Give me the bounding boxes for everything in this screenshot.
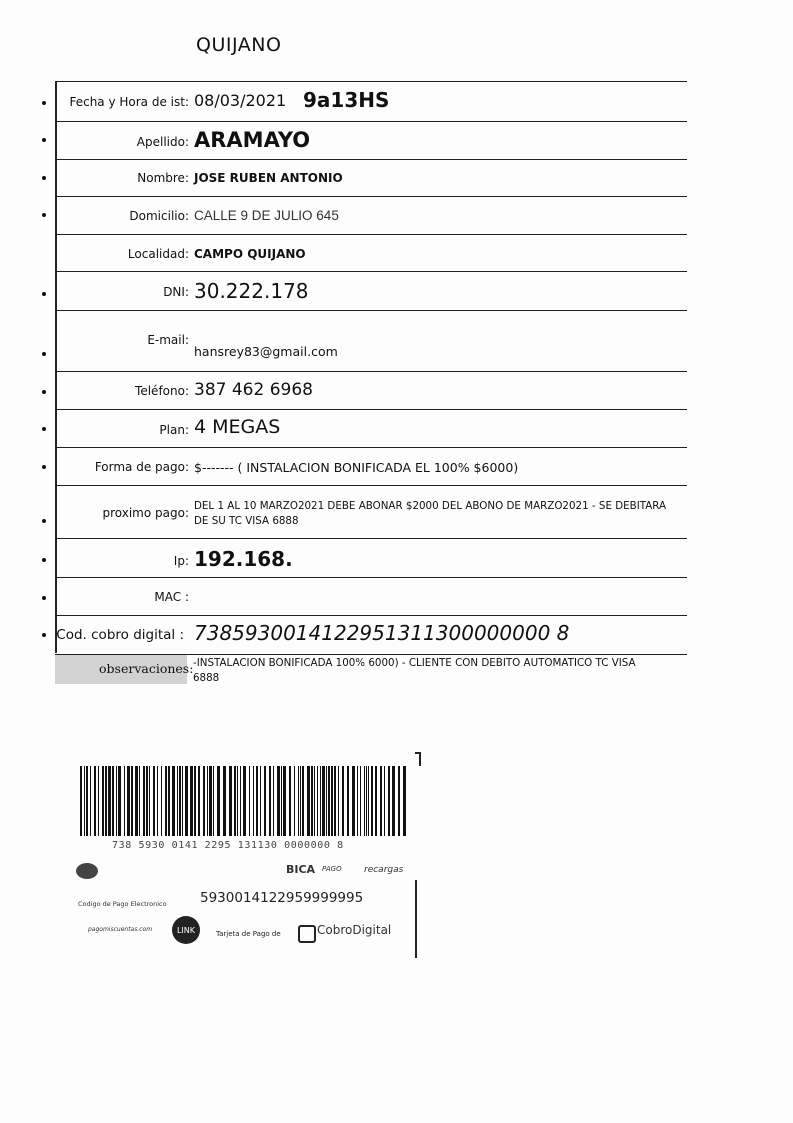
telefono-label: Teléfono: xyxy=(135,384,189,398)
barcode-bar xyxy=(161,766,162,836)
barcode-number: 738 5930 0141 2295 131130 0000000 8 xyxy=(112,840,344,851)
logo-pago: PAGO xyxy=(322,865,342,873)
barcode-bar xyxy=(168,766,170,836)
barcode-bar xyxy=(116,766,117,836)
payment-coupon xyxy=(70,752,420,958)
observaciones-label: observaciones: xyxy=(99,661,194,676)
bullet xyxy=(42,596,46,600)
barcode-bar xyxy=(368,766,369,836)
observaciones-line2: 6888 xyxy=(193,672,220,684)
barcode-bar xyxy=(98,766,99,836)
row-domicilio xyxy=(55,196,687,234)
mac-label: MAC : xyxy=(154,590,189,604)
bullet xyxy=(42,558,46,562)
page-title: QUIJANO xyxy=(196,34,282,56)
ip-label: Ip: xyxy=(173,554,189,568)
barcode-bar xyxy=(139,766,140,836)
barcode-bar xyxy=(320,766,321,836)
barcode-bar xyxy=(213,766,214,836)
apellido-label: Apellido: xyxy=(136,135,189,149)
barcode-bar xyxy=(127,766,130,836)
barcode-bar xyxy=(360,766,361,836)
tarjeta-label: Tarjeta de Pago de xyxy=(216,930,281,938)
bullet xyxy=(42,213,46,217)
barcode-bar xyxy=(281,766,282,836)
barcode-bar xyxy=(203,766,205,836)
bullet xyxy=(42,292,46,296)
barcode-bar xyxy=(366,766,367,836)
forma-pago-value: $------- ( INSTALACION BONIFICADA EL 100% $6000) xyxy=(194,460,519,475)
barcode-bar xyxy=(240,766,241,836)
proximo-pago-line2: DE SU TC VISA 6888 xyxy=(194,515,299,527)
coupon-right-edge xyxy=(415,880,417,958)
barcode-bar xyxy=(90,766,91,836)
barcode-bar xyxy=(300,766,301,836)
bullet xyxy=(42,390,46,394)
barcode-bar xyxy=(342,766,344,836)
barcode-bar xyxy=(253,766,254,836)
barcode-bar xyxy=(223,766,226,836)
barcode-bar xyxy=(102,766,104,836)
bullet xyxy=(42,101,46,105)
bullet xyxy=(42,633,46,637)
email-value: hansrey83@gmail.com xyxy=(194,344,338,359)
domicilio-label: Domicilio: xyxy=(129,209,189,223)
barcode-bar xyxy=(112,766,114,836)
fecha-label: Fecha y Hora de ist: xyxy=(69,95,189,109)
barcode-bar xyxy=(165,766,167,836)
row-cod-cobro xyxy=(55,615,687,655)
barcode-bar xyxy=(289,766,291,836)
row-email xyxy=(55,310,687,371)
barcode xyxy=(80,766,408,836)
barcode-bar xyxy=(260,766,261,836)
row-dni xyxy=(55,271,687,310)
pagomiscuentas-logo: pagomiscuentas.com xyxy=(88,926,153,933)
barcode-bar xyxy=(298,766,299,836)
barcode-bar xyxy=(398,766,400,836)
barcode-bar xyxy=(209,766,212,836)
bank-logo-icon xyxy=(76,863,98,879)
barcode-bar xyxy=(277,766,280,836)
barcode-bar xyxy=(80,766,82,836)
barcode-bar xyxy=(149,766,150,836)
row-proximo-pago xyxy=(55,485,687,538)
barcode-bar xyxy=(334,766,336,836)
forma-pago-label: Forma de pago: xyxy=(94,460,189,474)
barcode-bar xyxy=(380,766,382,836)
cobrodigital-brand: CobroDigital xyxy=(317,923,392,937)
barcode-bar xyxy=(249,766,250,836)
barcode-bar xyxy=(311,766,313,836)
row-telefono xyxy=(55,371,687,409)
barcode-bar xyxy=(364,766,365,836)
barcode-bar xyxy=(84,766,85,836)
localidad-label: Localidad: xyxy=(127,247,189,261)
barcode-bar xyxy=(322,766,325,836)
barcode-bar xyxy=(229,766,232,836)
nombre-value: JOSE RUBEN ANTONIO xyxy=(194,171,343,185)
row-plan xyxy=(55,409,687,447)
barcode-bar xyxy=(352,766,355,836)
fecha-date: 08/03/2021 xyxy=(194,91,287,110)
barcode-bar xyxy=(307,766,310,836)
barcode-bar xyxy=(338,766,339,836)
barcode-bar xyxy=(371,766,373,836)
barcode-bar xyxy=(177,766,178,836)
barcode-bar xyxy=(172,766,175,836)
barcode-bar xyxy=(108,766,111,836)
barcode-bar xyxy=(326,766,327,836)
bullet xyxy=(42,352,46,356)
ip-value: 192.168. xyxy=(194,547,293,571)
barcode-bar xyxy=(264,766,266,836)
proximo-pago-label: proximo pago: xyxy=(102,506,189,520)
barcode-bar xyxy=(384,766,385,836)
email-label: E-mail: xyxy=(147,333,189,347)
barcode-bar xyxy=(314,766,315,836)
barcode-bar xyxy=(283,766,286,836)
bullet xyxy=(42,138,46,142)
barcode-bar xyxy=(135,766,138,836)
domicilio-value: CALLE 9 DE JULIO 645 xyxy=(194,208,339,223)
barcode-bar xyxy=(131,766,133,836)
cobrodigital-icon xyxy=(298,925,316,943)
dni-value: 30.222.178 xyxy=(194,279,309,303)
barcode-bar xyxy=(143,766,145,836)
fecha-time: 9a13HS xyxy=(303,88,390,112)
barcode-bar xyxy=(105,766,107,836)
barcode-bar xyxy=(94,766,96,836)
barcode-bar xyxy=(182,766,183,836)
bullet xyxy=(42,519,46,523)
row-localidad xyxy=(55,234,687,271)
barcode-bar xyxy=(243,766,246,836)
barcode-bar xyxy=(207,766,208,836)
barcode-bar xyxy=(294,766,295,836)
barcode-bar xyxy=(86,766,88,836)
barcode-bar xyxy=(118,766,121,836)
bullet xyxy=(42,427,46,431)
row-forma-pago xyxy=(55,447,687,485)
barcode-bar xyxy=(217,766,220,836)
barcode-bar xyxy=(331,766,333,836)
barcode-bar xyxy=(234,766,236,836)
barcode-bar xyxy=(256,766,258,836)
barcode-bar xyxy=(347,766,349,836)
bullet xyxy=(42,465,46,469)
logo-bica: BICA xyxy=(286,863,316,876)
plan-label: Plan: xyxy=(159,423,189,437)
barcode-bar xyxy=(328,766,330,836)
row-apellido xyxy=(55,121,687,159)
barcode-bar xyxy=(198,766,200,836)
barcode-bar xyxy=(403,766,406,836)
link-logo-icon: LINK xyxy=(172,916,200,944)
localidad-value: CAMPO QUIJANO xyxy=(194,247,306,261)
barcode-bar xyxy=(153,766,155,836)
barcode-bar xyxy=(237,766,238,836)
barcode-bar xyxy=(273,766,274,836)
barcode-bar xyxy=(179,766,181,836)
telefono-value: 387 462 6968 xyxy=(194,380,313,400)
nombre-label: Nombre: xyxy=(137,171,189,185)
barcode-bar xyxy=(317,766,318,836)
barcode-bar xyxy=(392,766,395,836)
dni-label: DNI: xyxy=(163,285,189,299)
row-nombre xyxy=(55,159,687,196)
barcode-bar xyxy=(146,766,148,836)
barcode-bar xyxy=(190,766,193,836)
apellido-value: ARAMAYO xyxy=(194,128,311,152)
observaciones-label-box xyxy=(55,655,194,684)
codigo-pago-value: 5930014122959999995 xyxy=(200,890,364,906)
observaciones-line1: -INSTALACION BONIFICADA 100% 6000) - CLIENTE CON DEBITO AUTOMATICO TC VISA xyxy=(193,657,636,669)
barcode-bar xyxy=(124,766,125,836)
bullet xyxy=(42,176,46,180)
barcode-bar xyxy=(185,766,188,836)
codigo-pago-label: Codigo de Pago Electronico xyxy=(78,900,167,908)
barcode-bar xyxy=(388,766,390,836)
barcode-bar xyxy=(357,766,358,836)
logo-recargas: recargas xyxy=(364,865,404,875)
proximo-pago-line1: DEL 1 AL 10 MARZO2021 DEBE ABONAR $2000 DEL ABONO DE MARZO2021 - SE DEBITARA xyxy=(194,500,667,512)
barcode-bar xyxy=(375,766,377,836)
barcode-bar xyxy=(194,766,196,836)
barcode-bar xyxy=(269,766,271,836)
row-mac xyxy=(55,577,687,615)
plan-value: 4 MEGAS xyxy=(194,416,281,438)
coupon-corner xyxy=(415,752,421,766)
cod-cobro-value: 7385930014122951311300000000 8 xyxy=(194,621,570,645)
payment-logos xyxy=(76,860,406,886)
barcode-bar xyxy=(157,766,158,836)
barcode-bar xyxy=(302,766,304,836)
cod-cobro-label: Cod. cobro digital : xyxy=(56,627,184,643)
row-fecha xyxy=(55,81,687,121)
row-ip xyxy=(55,538,687,577)
